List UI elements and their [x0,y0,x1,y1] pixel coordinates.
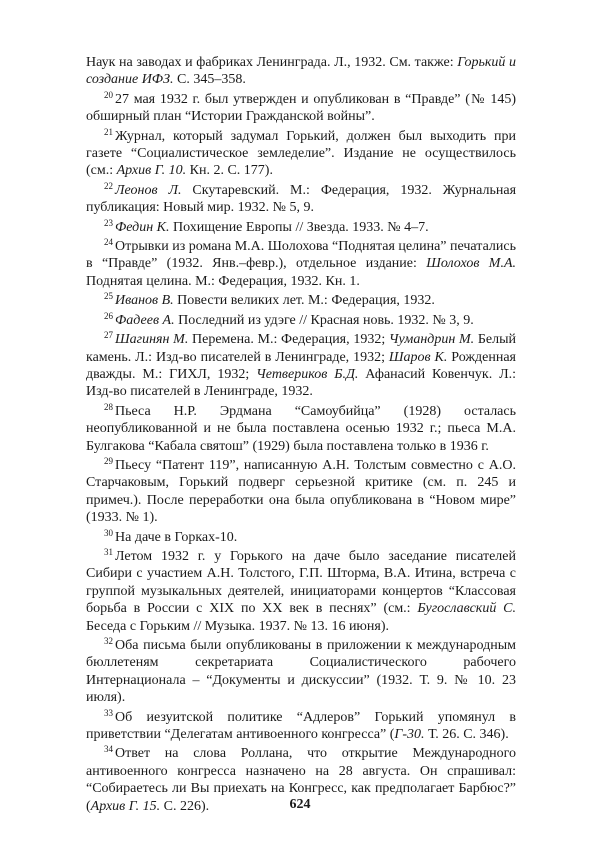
footnote [86,91,516,126]
footnote [86,457,516,527]
footnote-text: Летом 1932 г. у Горького на даче было заседание писателей Сибири с участием А.Н. Толстого, Г.П. Шторма, В.А. Итина, встреча с группой музыкальных деятелей, инициаторами концертов “Классовая борьба в России с XIX по XX век в песнях” (см.: [86,548,516,617]
footnote-number: 28 [104,401,113,412]
footnote-text: Оба письма были опубликованы в приложении к международным бюллетеням секретариата Социалистического рабочего Интернационала – “Документы и дискуссии” (1932. Т. 9. № 10. 23 июля). [86,638,516,706]
footnote-text: Наук на заводах и фабриках Ленинграда. Л., 1932. См. также: [86,55,458,70]
citation-author: Иванов В. [115,293,174,309]
footnote-continuation [86,54,516,89]
footnote [86,238,516,290]
footnote [86,312,516,329]
citation-author: Архив Г. 10. [116,163,187,179]
citation-author: Шаров К. [388,349,448,365]
footnote-number: 21 [104,126,113,137]
footnote [86,709,516,744]
citation-author: Четвериков Б.Д. [256,366,359,382]
footnote-text: Об иезуитской политике “Адлеров” Горький упомянул в приветствии “Делегатам антивоенного конгресса” ( [86,709,516,743]
footnote-text: Похищение Европы // Звезда. 1933. № 4–7. [169,219,429,235]
footnote-text: На даче в Горках-10. [115,529,238,545]
footnote [86,331,516,401]
footnote [86,548,516,635]
footnote-text: Пьеса Н.Р. Эрдмана “Самоубийца” (1928) осталась неопубликованной и не была поставлена осенью 1932 г.; пьеса М.А. Булгакова “Кабала святош” (1929) была поставлена только в 1936 г. [86,403,516,454]
footnote-number: 20 [104,89,113,100]
footnote-number: 29 [104,455,113,466]
citation-author: Фадеев А. [115,312,175,328]
footnote-number: 27 [104,330,113,341]
footnote [86,637,516,707]
citation-author: Шолохов М.А. [426,256,517,272]
footnote-text: Ответ на слова Роллана, что открытие Международного антивоенного конгресса назначено на 28 августа. Он спрашивал: “Собираетесь ли Вы приехать на Конгресс, как предполагает Барбюс?” ( [86,746,516,814]
footnote-number: 24 [104,237,113,248]
footnote-text: Рожденная дважды. М.: ГИХЛ, 1932; [86,349,516,382]
footnote-list [86,91,516,815]
footnote [86,292,516,309]
citation-author: Горький и создание ИФЗ. [86,55,516,88]
footnote-text: Т. 26. С. 346). [424,727,509,743]
citation-author: Г-30. [394,727,425,743]
citation-author: Шагинян М. [115,332,189,348]
citation-author: Федин К. [115,219,170,235]
footnote-text: Перемена. М.: Федерация, 1932; [188,332,389,348]
footnote-text: 27 мая 1932 г. был утвержден и опубликован в “Правде” (№ 145) обширный план “Истории Гражданской войны”. [86,91,516,125]
footnote-number: 22 [104,180,113,191]
citation-author: Чумандрин М. [388,332,475,348]
footnote [86,219,516,236]
footnote-number: 33 [104,707,113,718]
footnote-text: Скутаревский. М.: Федерация, 1932. Журнальная публикация: Новый мир. 1932. № 5, 9. [86,182,517,216]
citation-author: Бугославский С. [417,601,517,617]
footnotes-body [86,54,516,817]
footnote [86,403,516,455]
footnote-text: Беседа с Горьким // Музыка. 1937. № 13. 16 июня). [86,618,389,634]
footnote-number: 34 [104,744,113,755]
footnote-text: Пьесу “Патент 119”, написанную А.Н. Толстым совместно с А.О. Старчаковым, Горький подверг серьезной критике (см. п. 245 и примеч.). После переработки она была опубликована в “Новом мире” (1933. № 1). [86,457,516,526]
footnote-text: Поднятая целина. М.: Федерация, 1932. Кн. 1. [86,273,360,289]
footnote-number: 31 [104,546,113,557]
footnote-text: Афанасий Ковенчук. Л.: Изд-во писателей в Ленинграде, 1932. [86,366,516,400]
footnote-text: Журнал, который задумал Горький, должен был выходить при газете “Социалистическое земледелие”. Издание не осуществилось (см.: [86,128,516,179]
footnote-text: Белый камень. Л.: Изд-во писателей в Ленинграде, 1932; [86,332,517,365]
footnote [86,128,516,180]
footnote-number: 23 [104,217,113,228]
footnote-number: 25 [104,291,113,302]
footnote-number: 32 [104,636,113,646]
footnote-number: 30 [104,527,113,538]
footnote-text: Повести великих лет. М.: Федерация, 1932. [173,293,435,309]
footnote-text: Кн. 2. С. 177). [186,163,273,179]
citation-author: Леонов Л. [115,182,182,198]
page-number: 624 [289,797,311,812]
footnote-number: 26 [104,310,113,321]
footnote-text: С. 226). [160,798,210,814]
footnote-text: С. 345–358. [173,72,246,88]
footnote [86,182,516,217]
citation-author: Архив Г. 15. [90,798,161,814]
footnote [86,529,516,546]
footnote-text: Отрывки из романа М.А. Шолохова “Поднятая целина” печатались в “Правде” (1932. Янв.–февр.), отдельное издание: [86,239,516,272]
footnote-text: Последний из удэге // Красная новь. 1932. № 3, 9. [174,312,474,328]
